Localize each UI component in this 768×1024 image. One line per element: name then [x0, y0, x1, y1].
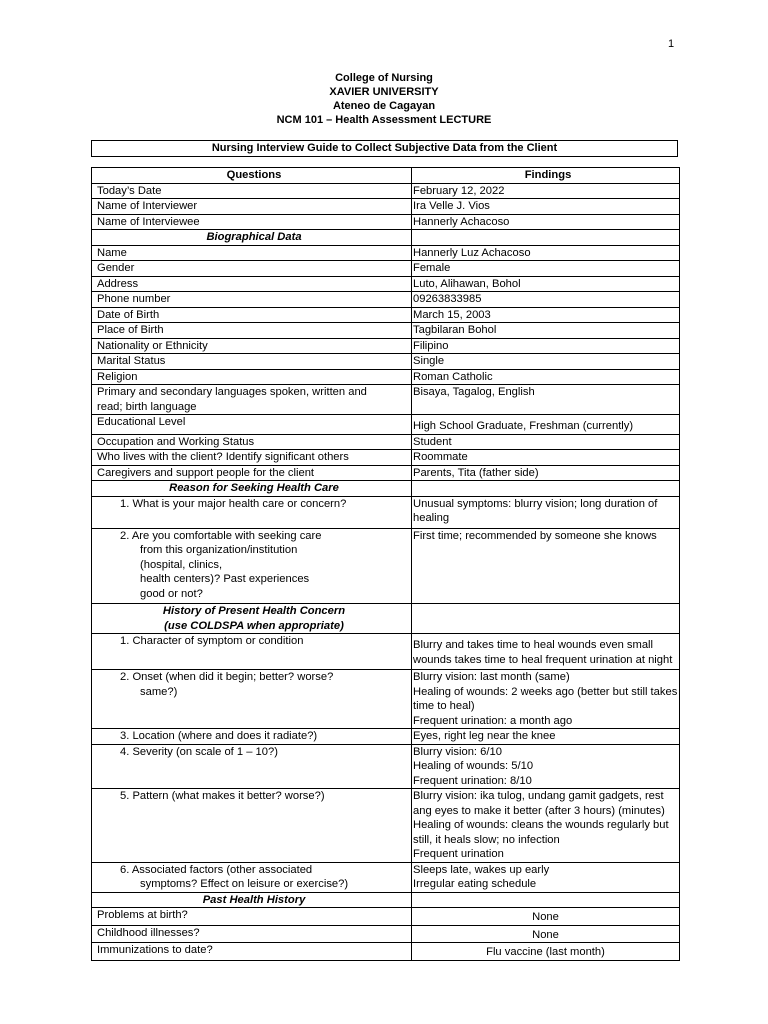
empty-cell — [412, 230, 680, 246]
table-row — [92, 292, 680, 308]
table-row — [92, 496, 680, 528]
section-title — [92, 604, 412, 634]
finding-cell: Parents, Tita (father side) — [412, 465, 680, 481]
campus-name: Ateneo de Cagayan — [332, 100, 436, 112]
finding-line: Frequent urination: 8/10 — [413, 774, 532, 787]
table-row — [92, 369, 680, 385]
question-line: good or not? — [140, 587, 203, 600]
question-line: symptoms? Effect on leisure or exercise?) — [140, 878, 349, 890]
finding-cell: None — [412, 925, 680, 943]
table-row — [92, 925, 680, 943]
section-title: Biographical Data — [92, 230, 412, 246]
question-line: 6. Associated factors (other associated — [120, 863, 313, 876]
question-cell: Childhood illnesses? — [92, 925, 412, 943]
question-cell: Today’s Date — [92, 183, 412, 199]
table-row — [92, 729, 680, 745]
table-header-row — [92, 168, 680, 184]
table-row — [92, 744, 680, 789]
finding-cell: Luto, Alihawan, Bohol — [412, 276, 680, 292]
question-cell: Nationality or Ethnicity — [92, 338, 412, 354]
question-cell: 1. Character of symptom or condition — [92, 634, 412, 670]
finding-cell: None — [412, 908, 680, 926]
question-cell: Name of Interviewer — [92, 199, 412, 215]
question-cell — [92, 862, 412, 892]
document-header — [0, 71, 768, 127]
question-cell: Occupation and Working Status — [92, 434, 412, 450]
table-row — [92, 276, 680, 292]
finding-cell: Filipino — [412, 338, 680, 354]
table-row — [92, 415, 680, 435]
question-cell: Date of Birth — [92, 307, 412, 323]
page-number: 1 — [668, 38, 675, 50]
finding-cell: First time; recommended by someone she knows — [412, 528, 680, 604]
question-line: Primary and secondary languages spoken, written and — [97, 386, 367, 398]
table-row — [92, 465, 680, 481]
findings-header: Findings — [412, 168, 680, 184]
table-row — [92, 943, 680, 961]
question-cell: Caregivers and support people for the client — [92, 465, 412, 481]
finding-cell: Hannerly Luz Achacoso — [412, 245, 680, 261]
finding-line: Blurry vision: 6/10 — [413, 745, 502, 758]
finding-cell — [412, 744, 680, 789]
section-row — [92, 892, 680, 908]
question-cell: 4. Severity (on scale of 1 – 10?) — [92, 744, 412, 789]
finding-cell: Hannerly Achacoso — [412, 214, 680, 230]
table-row — [92, 338, 680, 354]
finding-line: Blurry vision: last month (same) — [413, 671, 570, 683]
finding-line: Healing of wounds: cleans the wounds regularly but still, it heals slow; no infection — [413, 819, 669, 846]
course-title: NCM 101 – Health Assessment LECTURE — [276, 114, 492, 126]
section-title-line: (use COLDSPA when appropriate) — [164, 619, 344, 632]
question-cell: 1. What is your major health care or concern? — [92, 496, 412, 528]
question-line: health centers)? Past experiences — [140, 573, 310, 585]
finding-cell — [412, 862, 680, 892]
finding-cell: Roman Catholic — [412, 369, 680, 385]
table-row — [92, 634, 680, 670]
university-name: XAVIER UNIVERSITY — [329, 86, 439, 98]
table-row — [92, 862, 680, 892]
finding-line: Irregular eating schedule — [413, 878, 537, 890]
table-row — [92, 199, 680, 215]
question-cell: Gender — [92, 261, 412, 277]
table-row — [92, 214, 680, 230]
question-cell — [92, 528, 412, 604]
question-cell: Educational Level — [92, 415, 412, 435]
question-cell — [92, 670, 412, 729]
table-row — [92, 245, 680, 261]
finding-cell: March 15, 2003 — [412, 307, 680, 323]
question-line: from this organization/institution — [140, 544, 298, 556]
finding-cell: High School Graduate, Freshman (currently) — [412, 415, 680, 435]
question-line: read; birth language — [97, 400, 197, 413]
table-row — [92, 450, 680, 466]
question-cell: Name of Interviewee — [92, 214, 412, 230]
section-row — [92, 481, 680, 497]
table-row — [92, 528, 680, 604]
interview-table — [91, 167, 680, 961]
finding-line: Healing of wounds: 5/10 — [413, 760, 534, 772]
question-cell: Immunizations to date? — [92, 943, 412, 961]
question-cell: Marital Status — [92, 354, 412, 370]
section-title: Reason for Seeking Health Care — [92, 481, 412, 497]
question-line: same?) — [140, 685, 178, 698]
question-cell: Religion — [92, 369, 412, 385]
finding-cell: 09263833985 — [412, 292, 680, 308]
question-line: (hospital, clinics, — [140, 558, 223, 571]
table-row — [92, 908, 680, 926]
finding-line: Frequent urination — [413, 848, 504, 860]
empty-cell — [412, 892, 680, 908]
finding-cell: Blurry and takes time to heal wounds even small wounds takes time to heal frequent urination at night — [412, 634, 680, 670]
question-cell: Place of Birth — [92, 323, 412, 339]
table-row — [92, 670, 680, 729]
section-title: Past Health History — [92, 892, 412, 908]
table-row — [92, 261, 680, 277]
finding-cell: Eyes, right leg near the knee — [412, 729, 680, 745]
table-row — [92, 354, 680, 370]
finding-line: Blurry vision: ika tulog, undang gamit gadgets, rest ang eyes to make it better (after 3 hours) (minutes) — [413, 790, 665, 817]
finding-cell: Bisaya, Tagalog, English — [412, 385, 680, 415]
empty-cell — [412, 481, 680, 497]
table-row — [92, 323, 680, 339]
question-cell: 3. Location (where and does it radiate?) — [92, 729, 412, 745]
section-title-line: History of Present Health Concern — [162, 605, 346, 617]
finding-cell: Flu vaccine (last month) — [412, 943, 680, 961]
finding-cell: Student — [412, 434, 680, 450]
section-row — [92, 230, 680, 246]
empty-cell — [412, 604, 680, 634]
finding-cell — [412, 789, 680, 863]
question-cell: Problems at birth? — [92, 908, 412, 926]
question-cell: Name — [92, 245, 412, 261]
table-row — [92, 385, 680, 415]
finding-line: Healing of wounds: 2 weeks ago (better but still takes time to heal) — [413, 685, 678, 712]
table-row — [92, 434, 680, 450]
finding-cell — [412, 670, 680, 729]
question-cell: 5. Pattern (what makes it better? worse?) — [92, 789, 412, 863]
finding-cell: Unusual symptoms: blurry vision; long duration of healing — [412, 496, 680, 528]
question-cell: Who lives with the client? Identify significant others — [92, 450, 412, 466]
question-cell: Address — [92, 276, 412, 292]
finding-line: Frequent urination: a month ago — [413, 714, 573, 727]
finding-cell: February 12, 2022 — [412, 183, 680, 199]
finding-cell: Female — [412, 261, 680, 277]
question-cell: Phone number — [92, 292, 412, 308]
table-row — [92, 307, 680, 323]
questions-header: Questions — [92, 168, 412, 184]
section-row — [92, 604, 680, 634]
table-row — [92, 183, 680, 199]
finding-cell: Ira Velle J. Vios — [412, 199, 680, 215]
question-line: 2. Are you comfortable with seeking care — [120, 529, 322, 542]
finding-cell: Single — [412, 354, 680, 370]
college-name: College of Nursing — [335, 72, 433, 84]
finding-cell: Tagbilaran Bohol — [412, 323, 680, 339]
question-line: 2. Onset (when did it begin; better? worse? — [120, 671, 334, 683]
guide-title: Nursing Interview Guide to Collect Subjective Data from the Client — [91, 140, 678, 157]
finding-cell: Roommate — [412, 450, 680, 466]
finding-line: Sleeps late, wakes up early — [413, 863, 550, 876]
table-row — [92, 789, 680, 863]
question-cell — [92, 385, 412, 415]
